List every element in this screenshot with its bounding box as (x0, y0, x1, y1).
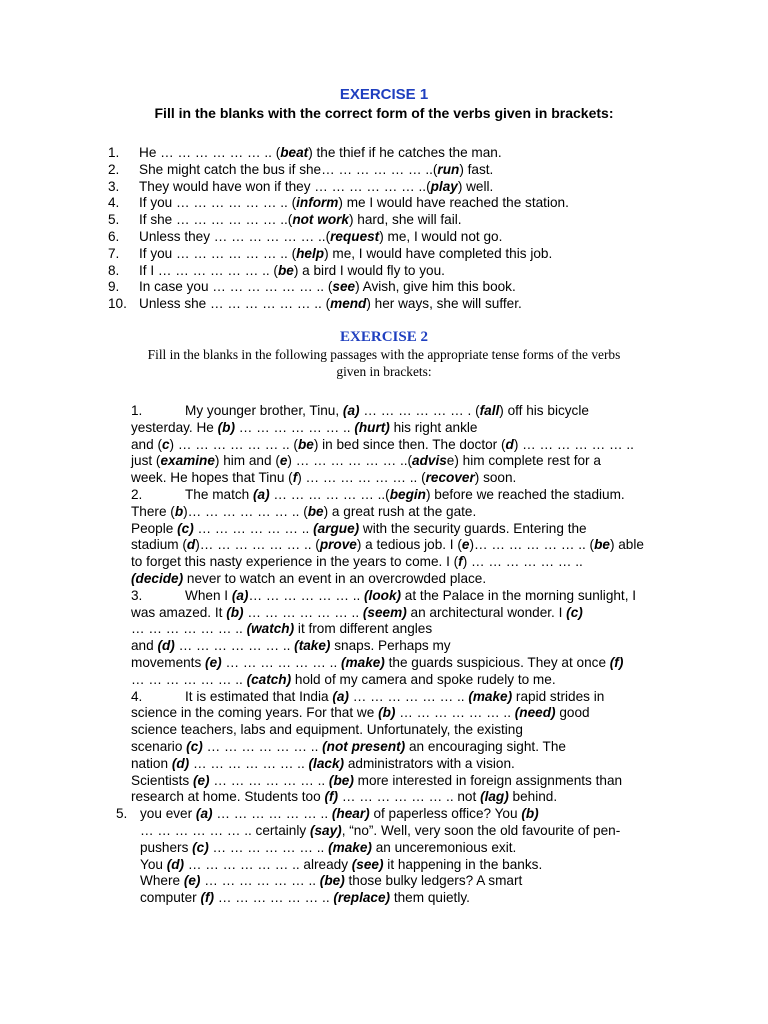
item-text-before: If you … … … … … … .. ( (139, 245, 297, 261)
passage-line (0, 453, 768, 470)
verb-or-blank-label: (lack) (308, 755, 345, 771)
passage-line (0, 470, 768, 487)
item-verb: see (332, 279, 356, 295)
passage-text: … … … … … … .. (193, 520, 314, 536)
passage-line (0, 873, 768, 890)
verb-or-blank-label: b (174, 503, 184, 519)
passage-text: it from different angles (294, 621, 433, 637)
passage-text: When I (185, 587, 232, 603)
item-verb: not work (292, 212, 349, 228)
passage-text: ) off his bicycle (499, 403, 589, 418)
passage-text: an unceremonious exit. (371, 839, 517, 855)
verb-or-blank-label: (hear) (331, 806, 370, 822)
item-text-before: Unless she … … … … … … .. ( (139, 296, 331, 312)
exercise-1-item (108, 263, 569, 280)
passage-text: more interested in foreign assignments than (353, 772, 623, 788)
passage-text: the guards suspicious. They at once (384, 654, 610, 670)
passage-text: computer (140, 890, 201, 906)
exercise-2-instruction-line-1: Fill in the blanks in the following passages with the appropriate tense forms of the verbs (147, 347, 621, 362)
passage-text: … … … … … … .. not (338, 789, 481, 805)
verb-or-blank-label: be (297, 436, 314, 452)
passage-text: science in the coming years. For that we (131, 705, 379, 721)
passage-text: … … … … … … .. (395, 705, 515, 721)
exercise-2-passages (0, 403, 768, 907)
passage-text: … … … … … … .. (208, 839, 329, 855)
exercise-1-item (108, 145, 569, 162)
item-text-after: ) the thief if he catches the man. (308, 145, 502, 160)
verb-or-blank-label: (need) (514, 705, 556, 721)
passage-text: with the security guards. Entering the (359, 520, 587, 536)
passage-text: You (140, 856, 167, 872)
passage-text: at the Palace in the morning sunlight, I (401, 587, 637, 603)
passage-text: ) … … … … … … .. ( (297, 470, 426, 486)
exercise-1-item (108, 246, 569, 263)
passage-start-line (0, 806, 768, 823)
item-text-after: ) fast. (459, 161, 494, 177)
passage-text: an architectural wonder. I (406, 604, 567, 620)
passage-text: them quietly. (390, 890, 470, 906)
verb-or-blank-label: (b) (378, 705, 396, 721)
passage-text: and ( (131, 436, 162, 452)
passage-text: ) … … … … … … .. ( (169, 436, 298, 452)
item-verb: beat (280, 145, 309, 160)
exercise-1-item (108, 195, 569, 212)
passage-line (0, 672, 768, 689)
verb-or-blank-label: (watch) (246, 621, 295, 637)
passage-text: science teachers, labs and equipment. Unfortunately, the existing (131, 722, 523, 738)
passage-text: Scientists (131, 772, 193, 788)
verb-or-blank-label: (f) (324, 789, 339, 805)
passage-line (0, 857, 768, 874)
passage-line (0, 621, 768, 638)
passage-line (0, 840, 768, 857)
passage-line (0, 823, 768, 840)
exercise-1-item (108, 279, 569, 296)
verb-or-blank-label: (not present) (322, 738, 406, 754)
passage-line (0, 773, 768, 790)
verb-or-blank-label: (be) (328, 772, 354, 788)
item-text-after: ) her ways, she will suffer. (366, 296, 522, 312)
verb-or-blank-label: (seem) (362, 604, 407, 620)
passage-text: nation (131, 755, 172, 771)
passage-text: week. He hopes that Tinu ( (131, 470, 293, 486)
passage-text: ) before we reached the stadium. (425, 486, 625, 502)
passage-text: ) him and ( (214, 453, 280, 469)
item-verb: play (430, 178, 458, 194)
passage-line (0, 890, 768, 907)
verb-or-blank-label: (c) (192, 839, 209, 855)
verb-or-blank-label: (a) (342, 403, 360, 418)
item-text-after: ) a bird I would fly to you. (293, 262, 445, 278)
verb-or-blank-label: (e) (192, 772, 210, 788)
passage-text: his right ankle (389, 419, 478, 435)
passage-text: ) a great rush at the gate. (323, 503, 477, 519)
passage-line (0, 705, 768, 722)
verb-or-blank-label: begin (389, 486, 426, 502)
verb-or-blank-label: examine (160, 453, 215, 469)
passage-text: … … … … … … .. (212, 806, 332, 822)
passage-text: behind. (508, 789, 558, 805)
passage-text: , “no”. Well, very soon the old favourite of pen- (341, 822, 621, 838)
passage-text: Where (140, 873, 184, 889)
verb-or-blank-label: (f) (200, 890, 215, 906)
passage-text: … … … … … … .. (131, 621, 247, 637)
passage-line (0, 655, 768, 672)
item-text-before: If she … … … … … … ..( (139, 212, 293, 228)
passage-line (0, 638, 768, 655)
passage-text: it happening in the banks. (383, 856, 543, 872)
passage-text: scenario (131, 738, 187, 754)
verb-or-blank-label: advis (412, 453, 447, 469)
item-text-after: ) me I would have reached the station. (338, 195, 569, 211)
item-number: 2. (108, 161, 120, 177)
item-text-before: They would have won if they … … … … … … ..( (139, 178, 431, 194)
passage-line (0, 571, 768, 588)
passage-text: … … … … … … .. (248, 587, 365, 603)
passage-start-line (0, 487, 768, 504)
exercise-1-item (108, 179, 569, 196)
passage-start-line (0, 689, 768, 706)
verb-or-blank-label: (replace) (333, 890, 391, 906)
passage-number: 5. (116, 806, 128, 822)
item-text-after: ) me, I would not go. (379, 228, 503, 244)
verb-or-blank-label: (make) (468, 688, 513, 704)
exercise-1-instruction: Fill in the blanks with the correct form of the verbs given in brackets: (154, 105, 614, 121)
verb-or-blank-label: (d) (157, 638, 175, 654)
passage-text: ) in bed since then. The doctor ( (313, 436, 506, 452)
passage-text: … … … … … … .. (235, 419, 355, 435)
verb-or-blank-label: f (458, 554, 463, 570)
passage-line (0, 605, 768, 622)
verb-or-blank-label: (b) (217, 419, 235, 435)
passage-text: those bulky ledgers? A smart (344, 873, 523, 889)
passage-text: good (555, 705, 590, 721)
item-verb: inform (296, 195, 339, 211)
item-text-after: ) Avish, give him this book. (355, 279, 516, 295)
passage-text: … … … … … … .. (202, 738, 323, 754)
passage-line (0, 722, 768, 739)
passage-text: you ever (140, 806, 196, 822)
passage-text: … … … … … … .. (174, 638, 295, 654)
passage-text: ) … … … … … … .. (462, 554, 583, 570)
passage-start-line (0, 588, 768, 605)
verb-or-blank-label: d (505, 436, 514, 452)
passage-text: snaps. Perhaps my (330, 638, 451, 654)
item-text-before: If you … … … … … … .. ( (139, 195, 297, 211)
passage-text: ) … … … … … … ..( (287, 453, 413, 469)
passage-line (0, 521, 768, 538)
passage-text: and (131, 638, 158, 654)
item-number: 7. (108, 245, 120, 261)
passage-number: 3. (131, 587, 143, 603)
passage-text: )… … … … … … .. ( (195, 537, 320, 553)
passage-text: pushers (140, 839, 193, 855)
verb-or-blank-label: (b) (521, 806, 539, 822)
passage-text: … … … … … … ..( (269, 486, 390, 502)
verb-or-blank-label: (f) (609, 654, 624, 670)
verb-or-blank-label: (lag) (480, 789, 509, 805)
verb-or-blank-label: be (594, 537, 610, 553)
verb-or-blank-label: (b) (226, 604, 244, 620)
exercise-1-title: EXERCISE 1 (339, 86, 429, 103)
passage-text: It is estimated that India (185, 688, 333, 704)
item-number: 10. (108, 296, 127, 312)
item-number: 3. (108, 178, 120, 194)
item-number: 9. (108, 279, 120, 295)
item-verb: run (437, 161, 460, 177)
passage-text: ) a tedious job. I ( (356, 537, 462, 553)
passage-text: hold of my camera and spoke rudely to me. (291, 671, 556, 687)
passage-line (0, 789, 768, 806)
item-verb: help (296, 245, 325, 261)
passage-number: 4. (131, 688, 143, 704)
passage-line (0, 739, 768, 756)
verb-or-blank-label: (hurt) (354, 419, 390, 435)
exercise-1-item (108, 162, 569, 179)
verb-or-blank-label: (d) (171, 755, 190, 771)
passage-text: )… … … … … … .. ( (469, 537, 595, 553)
passage-line (0, 554, 768, 571)
verb-or-blank-label: (d) (166, 856, 185, 872)
passage-text: to forget this nasty experience in the years to come. I ( (131, 554, 459, 570)
verb-or-blank-label: d (186, 537, 196, 553)
item-text-before: She might catch the bus if she… … … … … … ..( (139, 161, 438, 177)
item-verb: mend (330, 296, 367, 312)
verb-or-blank-label: (c) (186, 738, 203, 754)
exercise-2-instruction (100, 346, 668, 380)
passage-text: … … … … … … .. (348, 688, 469, 704)
verb-or-blank-label: prove (319, 537, 357, 553)
verb-or-blank-label: f (292, 470, 298, 486)
exercise-1-item (108, 296, 569, 313)
exercise-2-instruction-line-2: given in brackets: (336, 364, 432, 379)
exercise-1-item (108, 212, 569, 229)
passage-text: administrators with a vision. (344, 755, 515, 771)
passage-text: … … … … … … .. (131, 671, 247, 687)
verb-or-blank-label: (decide) (131, 570, 184, 586)
verb-or-blank-label: e (279, 453, 288, 469)
passage-text: an encouraging sight. The (405, 738, 566, 754)
passage-text: … … … … … … .. (200, 873, 320, 889)
passage-line (0, 420, 768, 437)
passage-text: … … … … … … .. certainly (140, 822, 310, 838)
passage-text: ) able (609, 537, 644, 553)
item-text-after: ) me, I would have completed this job. (324, 245, 553, 261)
passage-text: There ( (131, 503, 175, 519)
item-number: 8. (108, 262, 120, 278)
verb-or-blank-label: (make) (341, 654, 385, 670)
verb-or-blank-label: (a) (231, 587, 249, 603)
passage-text: ) … … … … … … .. (513, 436, 634, 452)
exercise-2-title: EXERCISE 2 (340, 329, 428, 345)
verb-or-blank-label: (say) (309, 822, 342, 838)
exercise-1-item (108, 229, 569, 246)
item-verb: be (277, 262, 294, 278)
passage-text: research at home. Students too (131, 789, 325, 805)
passage-text: … … … … … … .. (214, 890, 334, 906)
passage-text: rapid strides in (512, 688, 605, 704)
verb-or-blank-label: be (307, 503, 324, 519)
exercise-1-list (108, 145, 569, 313)
passage-text: ) soon. (474, 470, 517, 486)
passage-number: 2. (131, 486, 143, 502)
passage-number: 1. (131, 403, 143, 418)
verb-or-blank-label: (a) (253, 486, 270, 502)
passage-text: … … … … … … .. (209, 772, 329, 788)
passage-text: )… … … … … … .. ( (183, 503, 308, 519)
passage-text: … … … … … … .. (221, 654, 342, 670)
verb-or-blank-label: (catch) (246, 671, 292, 687)
passage-line (0, 437, 768, 454)
item-number: 5. (108, 212, 120, 228)
passage-text: movements (131, 654, 206, 670)
passage-start-line (0, 403, 768, 420)
verb-or-blank-label: fall (479, 403, 500, 418)
verb-or-blank-label: (be) (319, 873, 345, 889)
item-number: 4. (108, 195, 120, 211)
passage-text: stadium ( (131, 537, 187, 553)
verb-or-blank-label: e (461, 537, 470, 553)
item-text-after: ) hard, she will fail. (348, 212, 462, 228)
passage-text: People (131, 520, 178, 536)
verb-or-blank-label: (e) (183, 873, 201, 889)
verb-or-blank-label: (c) (177, 520, 194, 536)
item-verb: request (330, 228, 380, 244)
verb-or-blank-label: (e) (205, 654, 222, 670)
passage-text: never to watch an event in an overcrowded place. (183, 570, 487, 586)
item-number: 1. (108, 145, 120, 160)
verb-or-blank-label: (take) (294, 638, 331, 654)
passage-line (0, 537, 768, 554)
passage-text: yesterday. He (131, 419, 218, 435)
passage-text: The match (185, 486, 253, 502)
verb-or-blank-label: (see) (351, 856, 384, 872)
verb-or-blank-label: recover (425, 470, 475, 486)
verb-or-blank-label: (argue) (313, 520, 360, 536)
item-text-before: If I … … … … … … .. ( (139, 262, 278, 278)
verb-or-blank-label: (a) (195, 806, 213, 822)
verb-or-blank-label: (make) (328, 839, 372, 855)
passage-text: e) him complete rest for a (446, 453, 601, 469)
passage-text: … … … … … … .. (189, 755, 309, 771)
verb-or-blank-label: c (161, 436, 170, 452)
verb-or-blank-label: (look) (364, 587, 402, 603)
passage-text: My younger brother, Tinu, (185, 403, 343, 418)
item-text-before: He … … … … … … .. ( (139, 145, 281, 160)
verb-or-blank-label: (a) (332, 688, 349, 704)
verb-or-blank-label: (c) (566, 604, 583, 620)
passage-text: was amazed. It (131, 604, 227, 620)
passage-text: of paperless office? You (369, 806, 522, 822)
passage-line (0, 504, 768, 521)
passage-text: just ( (131, 453, 161, 469)
passage-line (0, 756, 768, 773)
item-text-before: In case you … … … … … … .. ( (139, 279, 333, 295)
passage-text: … … … … … … .. already (184, 856, 352, 872)
passage-text: … … … … … … . ( (359, 403, 480, 418)
item-text-before: Unless they … … … … … … ..( (139, 228, 331, 244)
passage-text: … … … … … … .. (243, 604, 363, 620)
item-number: 6. (108, 228, 120, 244)
item-text-after: ) well. (457, 178, 494, 194)
